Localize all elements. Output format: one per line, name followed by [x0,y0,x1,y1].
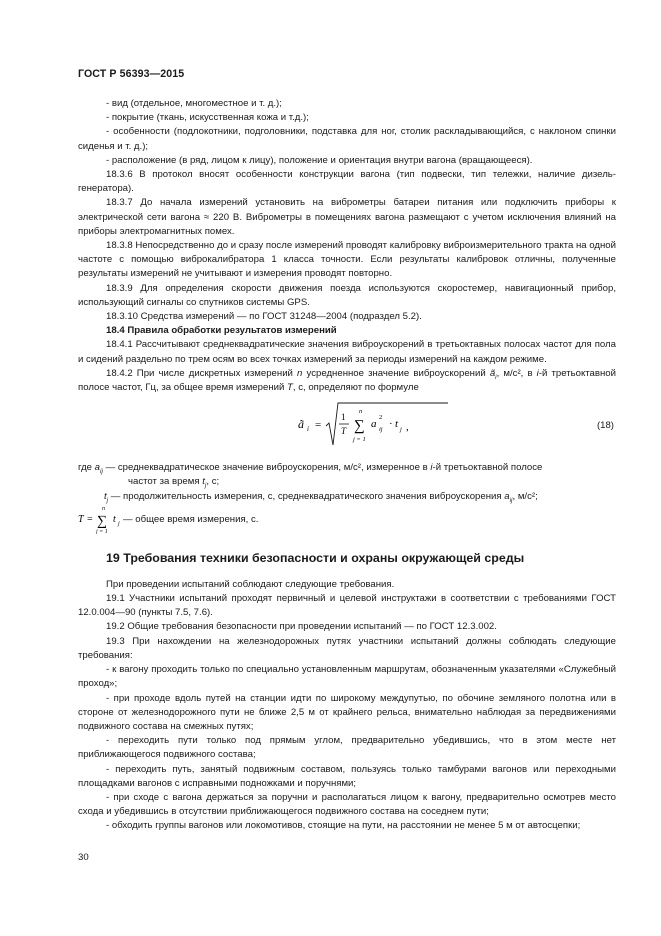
page-number: 30 [78,852,89,863]
document-body [78,97,616,834]
paragraph: - вид (отдельное, многоместное и т. д.); [106,98,282,109]
formula-equals: = [315,419,322,432]
text-run: , м/с², в [496,367,537,379]
formula-18 [78,395,616,461]
tsum-bottom: j = 1 [96,528,108,534]
formula-frac-den: T [341,426,347,437]
formula-sum-top: n [359,408,363,416]
symbol-sub-j: j [204,482,207,490]
symbol-a: a [94,462,101,474]
paragraph: 18.3.6 В протокол вносят особенности конструкции вагона (тип подвески, тип тележки, наличие дизель-генератора). [78,169,616,195]
symbol-t: t [104,490,107,502]
paragraph: 18.3.10 Средства измерений — по ГОСТ 31248—2004 (подраздел 5.2). [106,311,422,323]
formula-sum-symbol: ∑ [354,418,365,435]
formula-18-graphic [298,399,498,455]
symbol-a-tilde [490,368,497,379]
tsum-sum-symbol: ∑ [97,513,107,529]
text-run: -й третьоктавной полосе частот, Гц, за общее время измерений [78,367,616,394]
symbol-a-tilde-char: ã [489,367,496,379]
paragraph: 18.3.8 Непосредственно до и сразу после измерений проводят калибровку виброизмерительного тракта на одной частоте с помощью виброкалибратора 1 класса точности. Если результаты калибровок отличны, полученные результаты измерений не учитывают и измерения проводят повторно. [78,240,616,280]
symbol-T: T [287,382,293,394]
symbol-sub-j: j [106,496,109,504]
paragraph: - особенности (подлокотники, подголовники, подставка для ног, столик раскладывающийся, с наклоном спинки сиденья и т. д.); [78,126,616,152]
paragraph: 18.3.7 До начала измерений установить на виброметры батареи питания или подключить приборы к электрической сети вагона ≈ 220 В. Виброметры в помещениях вагона размещают с учетом исключения влияний на приборы электромагнитных помех. [78,197,616,237]
tsum-t-sub: j [118,520,120,527]
paragraph: - переходить путь, занятый подвижным составом, пользуясь только тамбурами вагонов или переходными площадками вагонов с исправными подножками и поручнями; [78,763,616,789]
formula-term-sup: 2 [379,414,383,422]
formula-lhs-sub: i [307,425,309,434]
tsum-top: n [102,505,105,512]
tsum-text: — общее время измерения, с. [123,513,259,525]
formula-frac-num: 1 [341,412,346,423]
paragraph: - покрытие (ткань, искусственная кожа и т.д.); [106,112,309,124]
paragraph: - при сходе с вагона держаться за поручни и располагаться лицом к вагону, предварительно осмотрев место схода и убедившись в отсутствии приближающегося подвижного состава на соседнем пути; [78,791,616,818]
formula-comma: , [406,421,409,434]
symbol-sub-i: i [495,373,497,381]
paragraph: - при проходе вдоль путей на станции идти по широкому междупутью, по обочине земляного полотна или в стороне от железнодорожного пути не ближе 2,5 м от крайнего рельса, внимательно наблюдая за передвижениями подвижного состава на смежных путях; [78,692,616,732]
paragraph-18-4-2 [78,367,616,395]
paragraph: 19.2 Общие требования безопасности при проведении испытаний — по ГОСТ 12.3.002. [106,621,497,633]
symbol-a: a [504,490,510,502]
formula-legend-aij-cont [78,475,616,489]
section-heading-19: 19 Требования техники безопасности и охраны окружающей среды [106,550,525,565]
formula-term-t: t [395,418,399,431]
symbol-n: n [297,367,303,379]
tsum-T: T [78,513,84,525]
symbol-sub-ij: ij [509,496,513,504]
formula-sum-bottom: j = 1 [353,436,366,444]
paragraph: 19.3 При нахождении на железнодорожных путях участники испытаний должны соблюдать следующие требования: [78,635,616,661]
formula-number: (18) [596,420,614,432]
tsum-t: t [113,513,116,525]
paragraph: 18.3.9 Для определения скорости движения поезда используются скоростемер, навигационный прибор, использующий сигналы со спутников системы GPS. [78,282,616,308]
symbol-t: t [202,476,205,488]
formula-total-time-graphic [78,504,378,534]
text-run: , с, определяют по формуле [292,382,419,394]
text-run: — продолжительность измерения, с, среднеквадратического значения виброускорения [108,490,505,502]
text-run: , с; [206,476,220,488]
paragraph: - переходить пути только под прямым углом, предварительно убедившись, что в этом месте нет приближающегося подвижного состава; [78,735,616,761]
formula-term-a: a [371,418,377,431]
paragraph: - к вагону проходить только по специально установленным маршрутам, обозначенным указателями «Служебный проход»; [78,664,616,690]
text-run: -й третьоктавной полосе [432,462,543,474]
formula-lhs: ã [298,417,304,432]
paragraph: - расположение (в ряд, лицом к лицу), положение и ориентация внутри вагона (вращающееся). [106,154,533,166]
text-run: частот за время [128,476,203,488]
symbol-sub-ij: ij [100,468,103,476]
formula-term-t-sub: j [400,426,402,434]
paragraph-18-4-1: 18.4.1 Рассчитывают среднеквадратические значения виброускорений в третьоктавных полосах частот для пола и сидений раздельно по трем осям во всех точках измерений за периоды измерений на каждом режиме. [78,339,616,365]
text-run: усредненное значение виброускорений [302,367,490,379]
paragraph: - обходить группы вагонов или локомотивов, стоящие на пути, на расстоянии не менее 5 м от автосцепки; [106,820,581,832]
text-run: 18.4.2 При числе дискретных измерений [106,367,298,379]
symbol-i: i [430,462,433,474]
formula-dot: · [389,418,393,431]
document-header: ГОСТ Р 56393—2015 [78,68,185,80]
text-run: — среднеквадратическое значение виброускорения, м/с², измеренное в [102,462,431,474]
text-run: , м/с²; [512,490,538,502]
paragraph: 19.1 Участники испытаний проходят первичный и целевой инструктажи в соответствии с требованиями ГОСТ 12.0.004—90 (пункты 7.5, 7.6). [78,593,616,619]
formula-term-sub: ij [379,426,383,434]
paragraph: При проведении испытаний соблюдают следующие требования. [106,578,395,590]
section-heading-18-4: 18.4 Правила обработки результатов измерений [106,325,337,337]
formula-legend-aij [78,461,616,475]
tsum-equals: = [87,513,93,525]
text-run: где [78,462,95,474]
formula-legend-tj [78,490,616,504]
formula-total-time [78,504,616,534]
symbol-i: i [536,367,539,379]
